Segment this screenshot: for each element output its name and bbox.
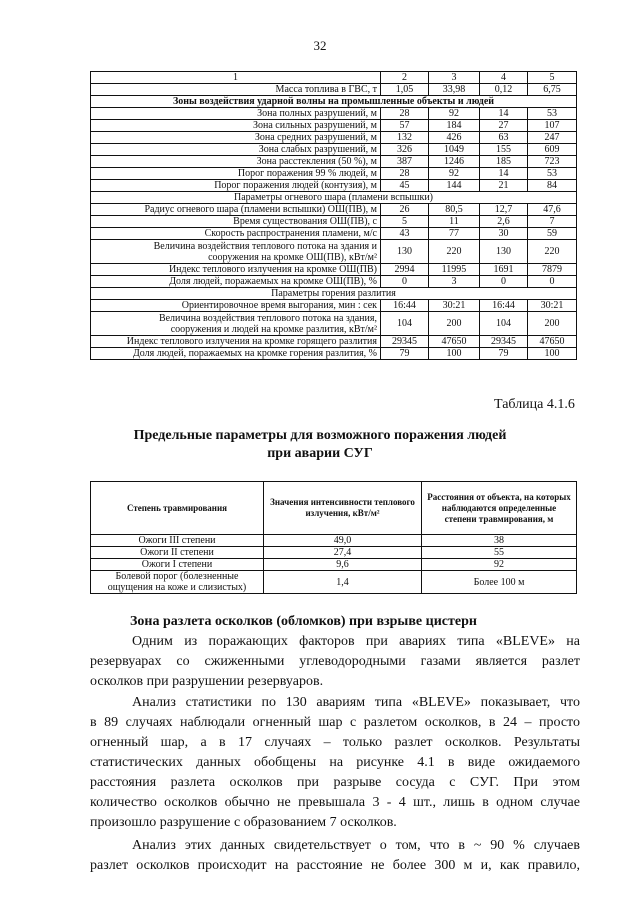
cell-value: 2,6 [480, 216, 528, 228]
column-number: 5 [528, 72, 577, 84]
section-row [91, 192, 577, 204]
row-label: Порог поражения людей (контузия), м [91, 180, 381, 192]
table-row [91, 84, 577, 96]
injury-label: Ожоги I степени [91, 559, 264, 571]
text-line: огненный шар, а в 17 случаях – только разлет осколков. Результаты [90, 735, 580, 750]
cell-value: 1691 [480, 264, 528, 276]
cell-value: 7879 [528, 264, 577, 276]
cell-value: 45 [381, 180, 429, 192]
cell-value: 53 [528, 108, 577, 120]
table-row [91, 559, 577, 571]
cell-value: 47650 [528, 336, 577, 348]
cell-value: 14 [480, 168, 528, 180]
table-heading-line2: при аварии СУГ [267, 446, 373, 461]
cell-value: 63 [480, 132, 528, 144]
cell-value: 80,5 [429, 204, 480, 216]
cell-value: 130 [480, 240, 528, 264]
cell-value: 28 [381, 168, 429, 180]
distance-value: 38 [422, 535, 577, 547]
row-label: Зона слабых разрушений, м [91, 144, 381, 156]
paragraph [90, 836, 580, 876]
table-row [91, 180, 577, 192]
column-number: 4 [480, 72, 528, 84]
distance-value: Более 100 м [422, 571, 577, 594]
row-label: Порог поражения 99 % людей, м [91, 168, 381, 180]
row-label: Зона средних разрушений, м [91, 132, 381, 144]
cell-value: 79 [381, 348, 429, 360]
row-label-line: Величина воздействия теплового потока на здания и [153, 240, 377, 252]
cell-value: 26 [381, 204, 429, 216]
column-number: 2 [381, 72, 429, 84]
cell-value: 11 [429, 216, 480, 228]
row-label: Доля людей, поражаемых на кромке ОШ(ПВ), % [91, 276, 381, 288]
cell-value: 43 [381, 228, 429, 240]
section-label: Параметры огневого шара (пламени вспышки) [91, 192, 577, 204]
cell-value: 0 [381, 276, 429, 288]
table-row [91, 144, 577, 156]
cell-value: 247 [528, 132, 577, 144]
header-injury-degree: Степень травмирования [91, 482, 264, 535]
cell-value: 387 [381, 156, 429, 168]
cell-value: 6,75 [528, 84, 577, 96]
table-row [91, 571, 577, 594]
cell-value: 2994 [381, 264, 429, 276]
cell-value: 29345 [480, 336, 528, 348]
cell-value: 220 [528, 240, 577, 264]
cell-value: 77 [429, 228, 480, 240]
injury-label: Болевой порог (болезненные ощущения на коже и слизистых) [91, 571, 264, 594]
paragraph [90, 632, 580, 692]
cell-value: 30:21 [528, 300, 577, 312]
cell-value: 609 [528, 144, 577, 156]
cell-value: 53 [528, 168, 577, 180]
cell-value: 130 [381, 240, 429, 264]
cell-value: 0,12 [480, 84, 528, 96]
cell-value: 0 [480, 276, 528, 288]
section-label: Параметры горения разлития [91, 288, 577, 300]
table-heading-line1: Предельные параметры для возможного поражения людей [133, 428, 507, 443]
table-row [91, 535, 577, 547]
table-row [91, 240, 577, 264]
table-row [91, 276, 577, 288]
table-row [91, 312, 577, 336]
table-row [91, 156, 577, 168]
cell-value: 59 [528, 228, 577, 240]
row-label: Индекс теплового излучения на кромке ОШ(ПВ) [91, 264, 381, 276]
cell-value: 21 [480, 180, 528, 192]
intensity-value: 1,4 [264, 571, 422, 594]
cell-value: 7 [528, 216, 577, 228]
table-row [91, 168, 577, 180]
cell-value: 326 [381, 144, 429, 156]
distance-value: 92 [422, 559, 577, 571]
fuel-mass-impact-table [90, 71, 577, 360]
column-number: 3 [429, 72, 480, 84]
cell-value: 11995 [429, 264, 480, 276]
cell-value: 1246 [429, 156, 480, 168]
cell-value: 29345 [381, 336, 429, 348]
table-row [91, 216, 577, 228]
page-number: 32 [313, 38, 327, 53]
cell-value: 84 [528, 180, 577, 192]
row-label: Зона сильных разрушений, м [91, 120, 381, 132]
header-distance: Расстояния от объекта, на которых наблюдаются определенные степени травмирования, м [422, 482, 577, 535]
section-subheading: Зона разлета осколков (обломков) при взрыве цистерн [130, 614, 477, 629]
table-header-row [91, 72, 577, 84]
row-label-line: сооружения на кромке ОШ(ПВ), кВт/м² [208, 251, 377, 263]
text-line: Анализ этих данных свидетельствует о том, что в ~ 90 % случаев [132, 838, 580, 853]
cell-value: 220 [429, 240, 480, 264]
cell-value: 14 [480, 108, 528, 120]
cell-value: 33,98 [429, 84, 480, 96]
table-row [91, 336, 577, 348]
cell-value: 426 [429, 132, 480, 144]
cell-value: 3 [429, 276, 480, 288]
cell-value: 184 [429, 120, 480, 132]
cell-value: 30:21 [429, 300, 480, 312]
text-line: осколков при разрушении резервуаров. [90, 674, 324, 689]
cell-value: 5 [381, 216, 429, 228]
table-row [91, 204, 577, 216]
text-line: расстояния разлета осколков при разрыве сосуда с СУГ. При этом [90, 775, 580, 790]
cell-value: 47650 [429, 336, 480, 348]
injury-limits-table [90, 481, 577, 594]
table-row [91, 264, 577, 276]
cell-value: 92 [429, 108, 480, 120]
text-line: в 89 случаях наблюдали огненный шар с разлетом осколков, в 24 – просто [90, 715, 580, 730]
row-label: Время существования ОШ(ПВ), с [91, 216, 381, 228]
row-label: Скорость распространения пламени, м/с [91, 228, 381, 240]
injury-label: Ожоги II степени [91, 547, 264, 559]
table-row [91, 547, 577, 559]
text-line: резервуарах со сжиженными углеводородными газами является разлет [90, 654, 580, 669]
row-label: Зона полных разрушений, м [91, 108, 381, 120]
row-label: Индекс теплового излучения на кромке горящего разлития [91, 336, 381, 348]
row-label-line: сооружения и людей на кромке разлития, кВт/м² [170, 323, 377, 335]
cell-value: 200 [528, 312, 577, 336]
cell-value: 104 [381, 312, 429, 336]
cell-value: 1049 [429, 144, 480, 156]
text-line: Анализ статистики по 130 авариям типа «BLEVE» показывает, что [132, 695, 580, 710]
table-row [91, 132, 577, 144]
cell-value: 185 [480, 156, 528, 168]
cell-value: 30 [480, 228, 528, 240]
table-row [91, 300, 577, 312]
cell-value: 12,7 [480, 204, 528, 216]
cell-value: 200 [429, 312, 480, 336]
text-line: произошло разрушение с образованием 7 осколков. [90, 815, 397, 830]
header-intensity: Значения интенсивности теплового излучения, кВт/м² [264, 482, 422, 535]
table-caption: Таблица 4.1.6 [494, 397, 575, 412]
text-line: статистических данных обобщены на рисунке 4.1 в виде ожидаемого [90, 755, 580, 770]
cell-value: 16:44 [480, 300, 528, 312]
section-label: Зоны воздействия ударной волны на промышленные объекты и людей [91, 96, 577, 108]
row-label: Зона расстекления (50 %), м [91, 156, 381, 168]
table-row [91, 120, 577, 132]
cell-value: 723 [528, 156, 577, 168]
row-label: Ориентировочное время выгорания, мин : сек [91, 300, 381, 312]
text-line: Одним из поражающих факторов при авариях типа «BLEVE» на [132, 634, 580, 649]
cell-value: 92 [429, 168, 480, 180]
cell-value: 104 [480, 312, 528, 336]
cell-value: 132 [381, 132, 429, 144]
intensity-value: 27,4 [264, 547, 422, 559]
row-label: Доля людей, поражаемых на кромке горения разлития, % [91, 348, 381, 360]
cell-value: 79 [480, 348, 528, 360]
cell-value: 27 [480, 120, 528, 132]
row-label: Масса топлива в ГВС, т [91, 84, 381, 96]
row-label: Радиус огневого шара (пламени вспышки) ОШ(ПВ), м [91, 204, 381, 216]
section-row [91, 288, 577, 300]
cell-value: 57 [381, 120, 429, 132]
cell-value: 144 [429, 180, 480, 192]
section-row [91, 96, 577, 108]
cell-value: 100 [528, 348, 577, 360]
cell-value: 1,05 [381, 84, 429, 96]
cell-value: 155 [480, 144, 528, 156]
table-row [91, 228, 577, 240]
table-row [91, 348, 577, 360]
injury-label: Ожоги III степени [91, 535, 264, 547]
table-row [91, 108, 577, 120]
row-label [91, 240, 381, 264]
intensity-value: 9,6 [264, 559, 422, 571]
cell-value: 16:44 [381, 300, 429, 312]
row-label-line: Величина воздействия теплового потока на здания, [158, 312, 377, 324]
paragraph [90, 693, 580, 833]
cell-value: 0 [528, 276, 577, 288]
cell-value: 47,6 [528, 204, 577, 216]
text-line: количество осколков обычно не превышала 3 - 4 шт., лишь в одном случае [90, 795, 580, 810]
text-line: разлет осколков происходит на расстояние не более 300 м и, как правило, [90, 858, 580, 873]
cell-value: 100 [429, 348, 480, 360]
cell-value: 28 [381, 108, 429, 120]
cell-value: 107 [528, 120, 577, 132]
intensity-value: 49,0 [264, 535, 422, 547]
distance-value: 55 [422, 547, 577, 559]
row-label [91, 312, 381, 336]
column-number: 1 [91, 72, 381, 84]
